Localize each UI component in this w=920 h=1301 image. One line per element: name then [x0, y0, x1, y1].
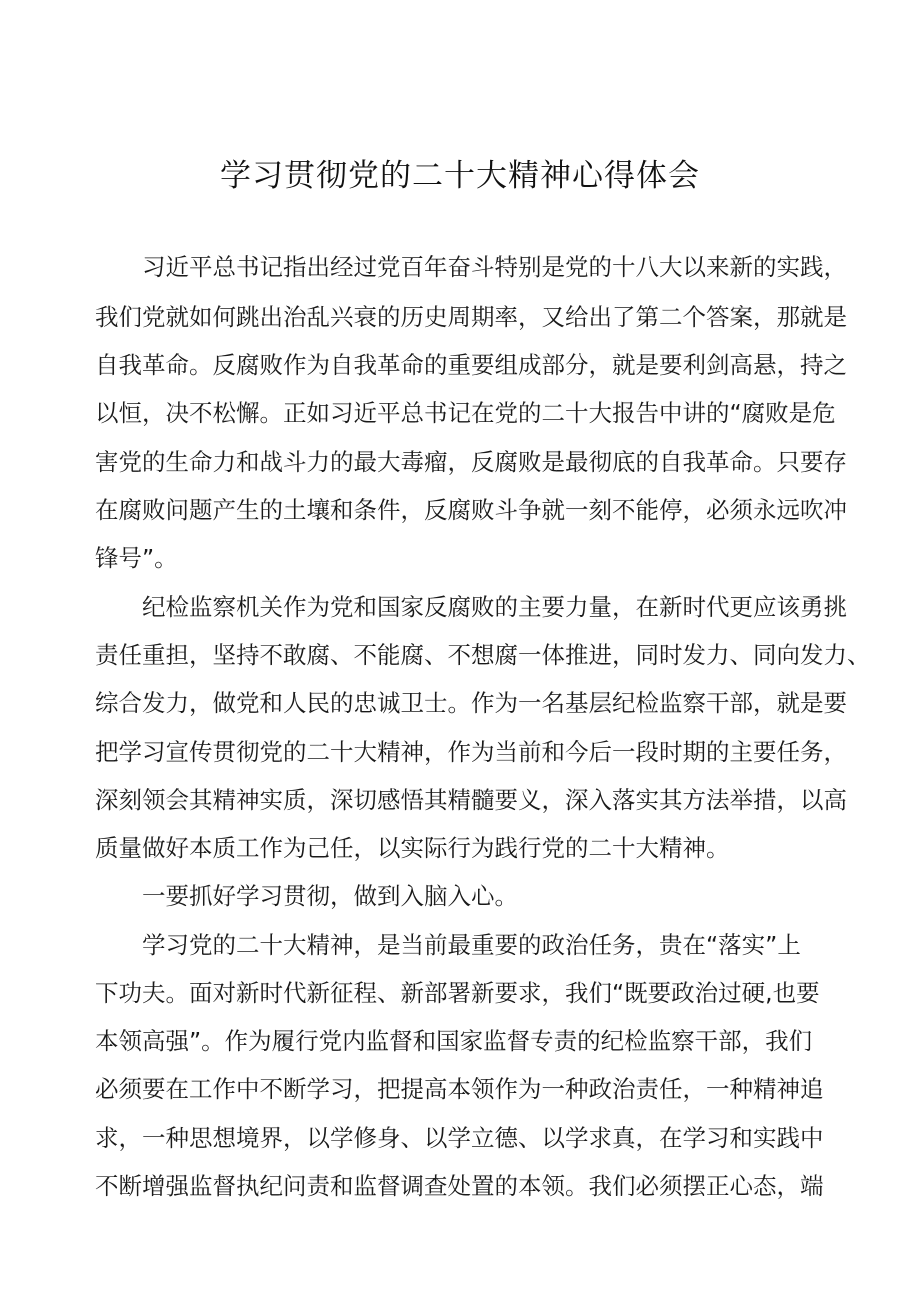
- document-title: 学习贯彻党的二十大精神心得体会: [220, 158, 700, 194]
- body-line: 本领高强”。作为履行党内监督和国家监督专责的纪检监察干部，我们: [95, 1027, 813, 1055]
- body-line: 质量做好本质工作为己任，以实际行为践行党的二十大精神。: [95, 834, 730, 862]
- body-line: 求，一种思想境界，以学修身、以学立德、以学求真，在学习和实践中: [95, 1124, 824, 1152]
- body-line: 以恒，决不松懈。正如习近平总书记在党的二十大报告中讲的“腐败是危: [95, 399, 836, 427]
- body-line: 必须要在工作中不断学习，把提高本领作为一种政治责任，一种精神追: [95, 1075, 824, 1103]
- body-line: 一要抓好学习贯彻，做到入脑入心。: [95, 882, 518, 910]
- body-line: 深刻领会其精神实质，深切感悟其精髓要义，深入落实其方法举措，以高: [95, 786, 847, 814]
- body-line: 害党的生命力和战斗力的最大毒瘤，反腐败是最彻底的自我革命。只要存: [95, 448, 847, 476]
- body-line: 把学习宣传贯彻党的二十大精神，作为当前和今后一段时期的主要任务，: [95, 738, 847, 766]
- body-line: 不断增强监督执纪问责和监督调查处置的本领。我们必须摆正心态，端: [95, 1172, 824, 1200]
- body-line: 综合发力，做党和人民的忠诚卫士。作为一名基层纪检监察干部，就是要: [95, 689, 847, 717]
- body-line: 纪检监察机关作为党和国家反腐败的主要力量，在新时代更应该勇挑: [95, 593, 847, 621]
- body-line: 锋号”。: [95, 544, 178, 572]
- body-line: 在腐败问题产生的土壤和条件，反腐败斗争就一刻不能停，必须永远吹冲: [95, 496, 847, 524]
- body-line: 我们党就如何跳出治乱兴衰的历史周期率，又给出了第二个答案，那就是: [95, 303, 847, 331]
- body-line: 习近平总书记指出经过党百年奋斗特别是党的十八大以来新的实践，: [95, 253, 847, 281]
- body-line: 自我革命。反腐败作为自我革命的重要组成部分，就是要利剑高悬，持之: [95, 351, 847, 379]
- body-line: 下功夫。面对新时代新征程、新部署新要求，我们“既要政治过硬,也要: [95, 979, 820, 1007]
- body-line: 责任重担，坚持不敢腐、不能腐、不想腐一体推进，同时发力、同向发力、: [95, 641, 871, 669]
- body-line: 学习党的二十大精神，是当前最重要的政治任务，贵在“落实”上: [95, 931, 801, 959]
